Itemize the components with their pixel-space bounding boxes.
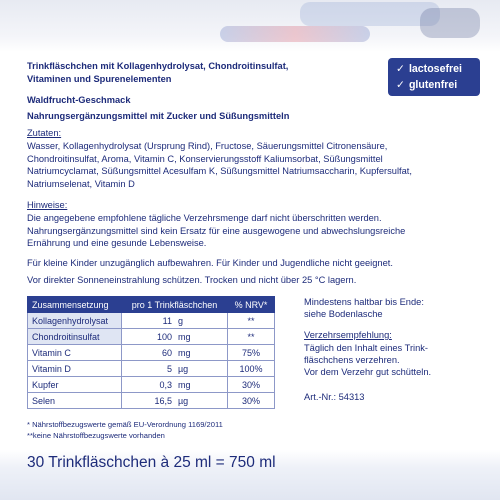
ingredients-line: Chondroitinsulfat, Aroma, Vitamin C, Konservierungsstoff Kaliumsorbat, Süßungsmittel	[27, 153, 383, 164]
column-header: Zusammensetzung	[28, 297, 122, 313]
badge-row	[396, 61, 480, 77]
notes-line: Die angegebene empfohlene tägliche Verzehrsmenge darf nicht überschritten werden.	[27, 213, 382, 223]
badge-row	[396, 77, 480, 93]
blurred-logo-shape	[220, 26, 370, 42]
nutrient-amount	[122, 329, 228, 345]
ingredients-text	[27, 140, 477, 190]
table-row	[28, 377, 275, 393]
table-row	[28, 393, 275, 409]
table-header-row	[28, 297, 275, 313]
dosage-line: Täglich den Inhalt eines Trink-	[304, 343, 429, 353]
amount-unit: g	[178, 315, 184, 326]
description-line: Vitaminen und Spurenelementen	[27, 73, 172, 84]
nutrient-amount	[122, 345, 228, 361]
nutrient-amount	[122, 393, 228, 409]
nutrient-name: Kollagenhydrolysat	[28, 313, 122, 329]
dosage-line: Vor dem Verzehr gut schütteln.	[304, 367, 432, 377]
package-contents: 30 Trinkfläschchen à 25 ml = 750 ml	[27, 454, 276, 471]
ingredients-line: Natriumcyclamat, Süßungsmittel Acesulfam K, Süßungsmittel Natriumsaccharin, Kupfersulfat,	[27, 166, 412, 176]
nutrient-nrv: 30%	[228, 377, 275, 393]
amount-value: 5	[166, 363, 172, 374]
amount-unit: µg	[178, 395, 189, 406]
notes-text	[27, 212, 482, 250]
package-top-strip	[0, 0, 500, 52]
amount-unit: mg	[178, 331, 191, 342]
column-header: pro 1 Trinkfläschchen	[122, 297, 228, 313]
storage-note: Vor direkter Sonneneinstrahlung schützen. Trocken und nicht über 25 °C lagern.	[27, 275, 357, 285]
table-row	[28, 361, 275, 377]
badge-lactose-label: lactosefrei	[408, 63, 462, 75]
nutrient-name: Chondroitinsulfat	[28, 329, 122, 345]
nutrient-name: Vitamin D	[28, 361, 122, 377]
nutrient-nrv: 100%	[228, 361, 275, 377]
ingredients-line: Wasser, Kollagenhydrolysat (Ursprung Rind), Fructose, Säuerungsmittel Citronensäure,	[27, 141, 388, 151]
notes-line: Ernährung und eine gesunde Lebensweise.	[27, 238, 207, 248]
amount-unit: µg	[178, 363, 189, 374]
dosage-heading: Verzehrsempfehlung:	[304, 330, 392, 340]
allergen-badge	[388, 58, 480, 96]
footnote: * Nährstoffbezugswerte gemäß EU-Verordnung 1169/2011	[27, 420, 223, 429]
best-before-value: siehe Bodenlasche	[304, 309, 383, 319]
table-row	[28, 313, 275, 329]
table-row	[28, 345, 275, 361]
best-before-label: Mindestens haltbar bis Ende:	[304, 297, 424, 307]
nutrient-name: Vitamin C	[28, 345, 122, 361]
badge-gluten-label: glutenfrei	[408, 79, 458, 91]
amount-value: 11	[162, 315, 172, 326]
supplement-label: Nahrungsergänzungsmittel mit Zucker und Süßungsmitteln	[27, 111, 290, 121]
flavor-label: Waldfrucht-Geschmack	[27, 95, 131, 105]
amount-value: 100	[156, 331, 172, 342]
check-icon: ✓	[396, 79, 405, 91]
blurred-logo-shape	[300, 2, 440, 26]
amount-value: 60	[161, 347, 172, 358]
column-header: % NRV*	[228, 297, 275, 313]
nutrient-nrv: 75%	[228, 345, 275, 361]
composition-table	[27, 296, 275, 409]
dosage-line: fläschchens verzehren.	[304, 355, 400, 365]
amount-value: 0,3	[159, 379, 172, 390]
nutrient-name: Kupfer	[28, 377, 122, 393]
ingredients-heading: Zutaten:	[27, 128, 62, 138]
nutrient-nrv: 30%	[228, 393, 275, 409]
check-icon: ✓	[396, 63, 405, 75]
nutrient-nrv: **	[228, 329, 275, 345]
nutrient-amount	[122, 361, 228, 377]
nutrient-name: Selen	[28, 393, 122, 409]
nutrient-amount	[122, 313, 228, 329]
children-warning: Für kleine Kinder unzugänglich aufbewahren. Für Kinder und Jugendliche nicht geeignet.	[27, 258, 393, 268]
amount-value: 16,5	[154, 395, 172, 406]
nutrient-amount	[122, 377, 228, 393]
blurred-logo-shape	[420, 8, 480, 38]
product-description	[27, 60, 367, 85]
nutrient-nrv: **	[228, 313, 275, 329]
table-row	[28, 329, 275, 345]
article-number: Art.-Nr.: 54313	[304, 392, 365, 402]
amount-unit: mg	[178, 347, 191, 358]
ingredients-line: Natriumselenat, Vitamin D	[27, 178, 135, 189]
description-line: Trinkfläschchen mit Kollagenhydrolysat, Chondroitinsulfat,	[27, 61, 289, 71]
footnote: **keine Nährstoffbezugswerte vorhanden	[27, 431, 165, 440]
notes-heading: Hinweise:	[27, 200, 68, 210]
amount-unit: mg	[178, 379, 191, 390]
notes-line: Nahrungsergänzungsmittel sind kein Ersatz für eine ausgewogene und abwechslungsreiche	[27, 225, 406, 236]
